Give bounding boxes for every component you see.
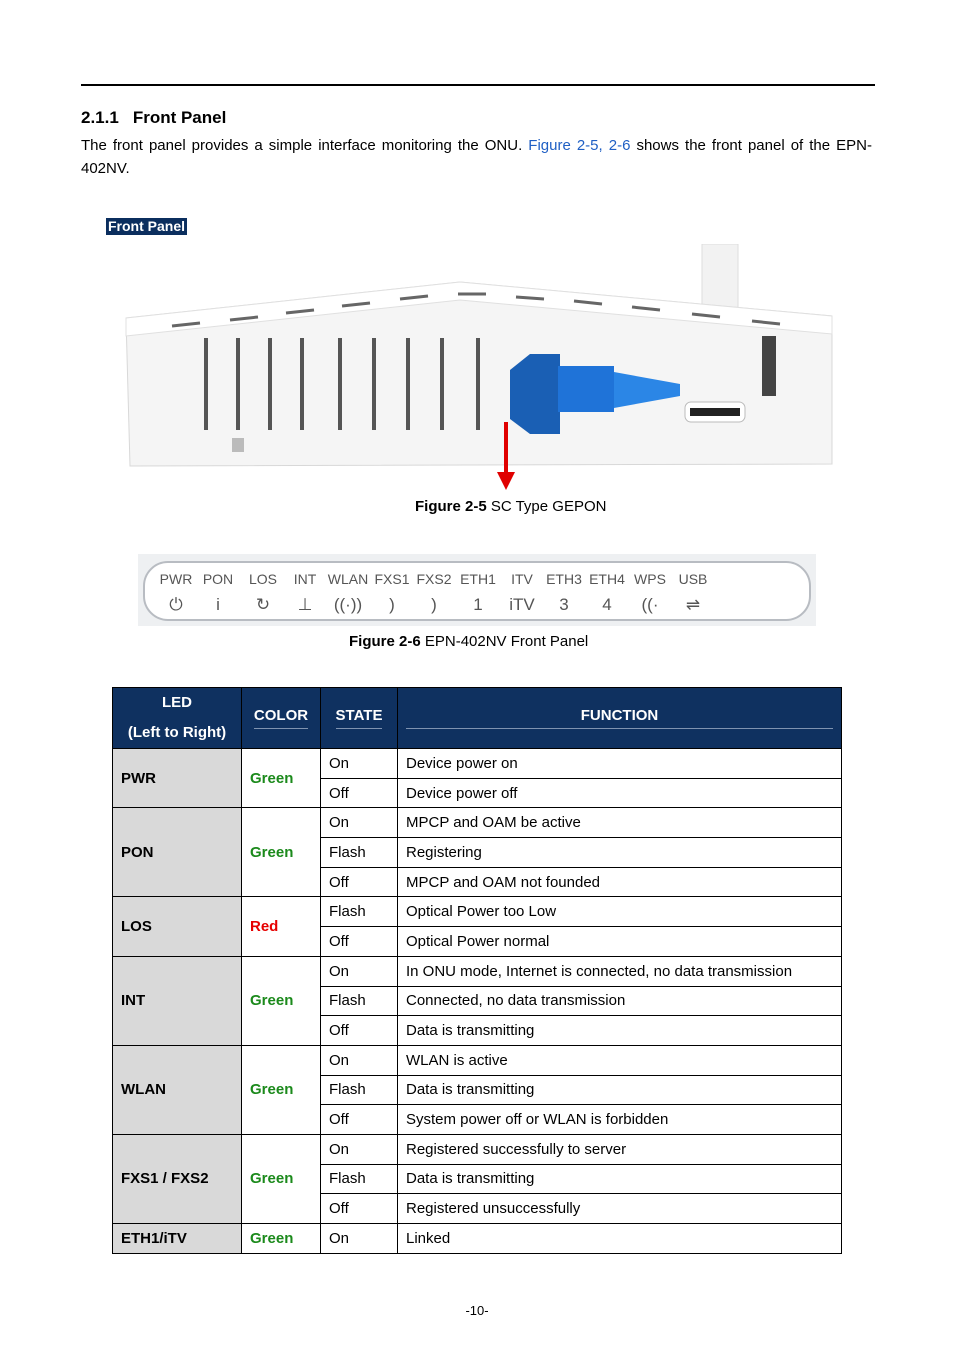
led-state-cell: Off bbox=[321, 1016, 398, 1046]
panel-icon-wps: ((· bbox=[641, 595, 659, 614]
led-color-cell: Red bbox=[242, 897, 321, 956]
led-state-cell: Off bbox=[321, 1105, 398, 1135]
led-name-cell: LOS bbox=[113, 897, 242, 956]
led-name-cell: PON bbox=[113, 808, 242, 897]
led-color-cell: Green bbox=[242, 956, 321, 1045]
panel-label-los: LOS bbox=[248, 571, 278, 587]
led-function-cell: Device power on bbox=[398, 749, 842, 779]
led-color-cell: Green bbox=[242, 808, 321, 897]
led-function-cell: Data is transmitting bbox=[398, 1016, 842, 1046]
header-function-text: FUNCTION bbox=[406, 707, 833, 729]
led-function-cell: Data is transmitting bbox=[398, 1164, 842, 1194]
table-row bbox=[113, 1045, 842, 1075]
figure-2-6-label: Figure 2-6 bbox=[349, 633, 421, 650]
section-heading bbox=[81, 108, 226, 128]
panel-label-eth3: ETH3 bbox=[546, 571, 582, 587]
led-color-cell: Green bbox=[242, 1224, 321, 1254]
led-table-body bbox=[113, 749, 842, 1254]
panel-label-itv: ITV bbox=[511, 571, 533, 587]
panel-icon-los: ↻ bbox=[255, 595, 271, 614]
led-name-cell: PWR bbox=[113, 749, 242, 808]
header-led bbox=[113, 688, 242, 749]
section-number: 2.1.1 bbox=[81, 108, 119, 127]
led-function-cell: Linked bbox=[398, 1224, 842, 1254]
led-color-cell: Green bbox=[242, 1045, 321, 1134]
panel-icon-usb: ⇌ bbox=[685, 595, 701, 614]
led-state-cell: Flash bbox=[321, 1164, 398, 1194]
led-state-cell: Flash bbox=[321, 838, 398, 868]
panel-icon-eth4: 4 bbox=[602, 595, 612, 614]
panel-icon-itv: iTV bbox=[509, 595, 535, 614]
intro-paragraph bbox=[81, 134, 872, 180]
led-state-cell: On bbox=[321, 808, 398, 838]
panel-label-wps: WPS bbox=[634, 571, 666, 587]
panel-icon-int: ⊥ bbox=[297, 595, 313, 614]
led-color-cell: Green bbox=[242, 1134, 321, 1223]
panel-label-eth4: ETH4 bbox=[589, 571, 625, 587]
panel-icon-fxs2: ) bbox=[431, 595, 437, 614]
led-function-cell: System power off or WLAN is forbidden bbox=[398, 1105, 842, 1135]
led-color-cell: Green bbox=[242, 749, 321, 808]
led-state-cell: Off bbox=[321, 867, 398, 897]
panel-label-eth1: ETH1 bbox=[460, 571, 496, 587]
led-table bbox=[112, 687, 842, 1254]
panel-label-pon: PON bbox=[202, 571, 234, 587]
figure-2-5-text: SC Type GEPON bbox=[486, 498, 607, 515]
figure-2-6-caption bbox=[349, 633, 588, 650]
front-panel-badge: Front Panel bbox=[108, 218, 186, 234]
led-state-cell: On bbox=[321, 1224, 398, 1254]
table-row bbox=[113, 1224, 842, 1254]
header-color-text: COLOR bbox=[254, 707, 308, 729]
header-led-line2: (Left to Right) bbox=[127, 724, 227, 741]
led-state-cell: On bbox=[321, 1134, 398, 1164]
led-state-cell: On bbox=[321, 956, 398, 986]
panel-label-int: INT bbox=[293, 571, 317, 587]
header-state bbox=[321, 688, 398, 749]
panel-icon-pon: i bbox=[216, 595, 220, 614]
table-row bbox=[113, 1134, 842, 1164]
table-row bbox=[113, 897, 842, 927]
table-row bbox=[113, 749, 842, 779]
led-function-cell: Registering bbox=[398, 838, 842, 868]
intro-text-2: shows the front panel of the EPN-402NV. bbox=[81, 137, 872, 177]
panel-icon-eth3: 3 bbox=[559, 595, 569, 614]
led-state-cell: Off bbox=[321, 927, 398, 957]
led-function-cell: WLAN is active bbox=[398, 1045, 842, 1075]
figure-link[interactable]: Figure 2-5, 2-6 bbox=[528, 137, 631, 154]
led-name-cell: ETH1/iTV bbox=[113, 1224, 242, 1254]
led-state-cell: Flash bbox=[321, 897, 398, 927]
led-function-cell: Optical Power normal bbox=[398, 927, 842, 957]
led-name-cell: FXS1 / FXS2 bbox=[113, 1134, 242, 1223]
panel-icon-pwr: ⏻ bbox=[169, 595, 183, 614]
panel-label-fxs2: FXS2 bbox=[416, 571, 452, 587]
panel-label-usb: USB bbox=[678, 571, 708, 587]
led-state-cell: On bbox=[321, 1045, 398, 1075]
header-led-line1: LED bbox=[162, 694, 192, 711]
led-state-cell: On bbox=[321, 749, 398, 779]
header-color bbox=[242, 688, 321, 749]
figure-2-6-text: EPN-402NV Front Panel bbox=[420, 633, 589, 650]
led-name-cell: INT bbox=[113, 956, 242, 1045]
page-number: -10- bbox=[465, 1303, 489, 1318]
table-row bbox=[113, 808, 842, 838]
led-function-cell: Optical Power too Low bbox=[398, 897, 842, 927]
section-title: Front Panel bbox=[132, 108, 227, 127]
led-state-cell: Off bbox=[321, 1194, 398, 1224]
panel-label-fxs1: FXS1 bbox=[374, 571, 410, 587]
panel-icon-fxs1: ) bbox=[389, 595, 395, 614]
figure-2-5-caption bbox=[415, 498, 606, 515]
table-row bbox=[113, 956, 842, 986]
panel-icon-wlan: ((·)) bbox=[333, 595, 363, 614]
device-photo bbox=[120, 244, 836, 494]
led-function-cell: MPCP and OAM not founded bbox=[398, 867, 842, 897]
led-state-cell: Off bbox=[321, 778, 398, 808]
intro-text-1: The front panel provides a simple interface monitoring the ONU. bbox=[81, 137, 529, 154]
header-rule bbox=[81, 84, 875, 86]
header-function bbox=[398, 688, 842, 749]
led-panel-photo bbox=[138, 554, 816, 626]
panel-label-pwr: PWR bbox=[159, 571, 193, 587]
panel-label-wlan: WLAN bbox=[327, 571, 369, 587]
led-function-cell: MPCP and OAM be active bbox=[398, 808, 842, 838]
led-state-cell: Flash bbox=[321, 986, 398, 1016]
led-function-cell: In ONU mode, Internet is connected, no data transmission bbox=[398, 956, 842, 986]
header-state-text: STATE bbox=[336, 707, 383, 729]
led-function-cell: Registered unsuccessfully bbox=[398, 1194, 842, 1224]
figure-2-5-label: Figure 2-5 bbox=[415, 498, 487, 515]
panel-icon-eth1: 1 bbox=[473, 595, 483, 614]
led-function-cell: Registered successfully to server bbox=[398, 1134, 842, 1164]
led-function-cell: Data is transmitting bbox=[398, 1075, 842, 1105]
led-function-cell: Connected, no data transmission bbox=[398, 986, 842, 1016]
led-state-cell: Flash bbox=[321, 1075, 398, 1105]
led-function-cell: Device power off bbox=[398, 778, 842, 808]
led-name-cell: WLAN bbox=[113, 1045, 242, 1134]
